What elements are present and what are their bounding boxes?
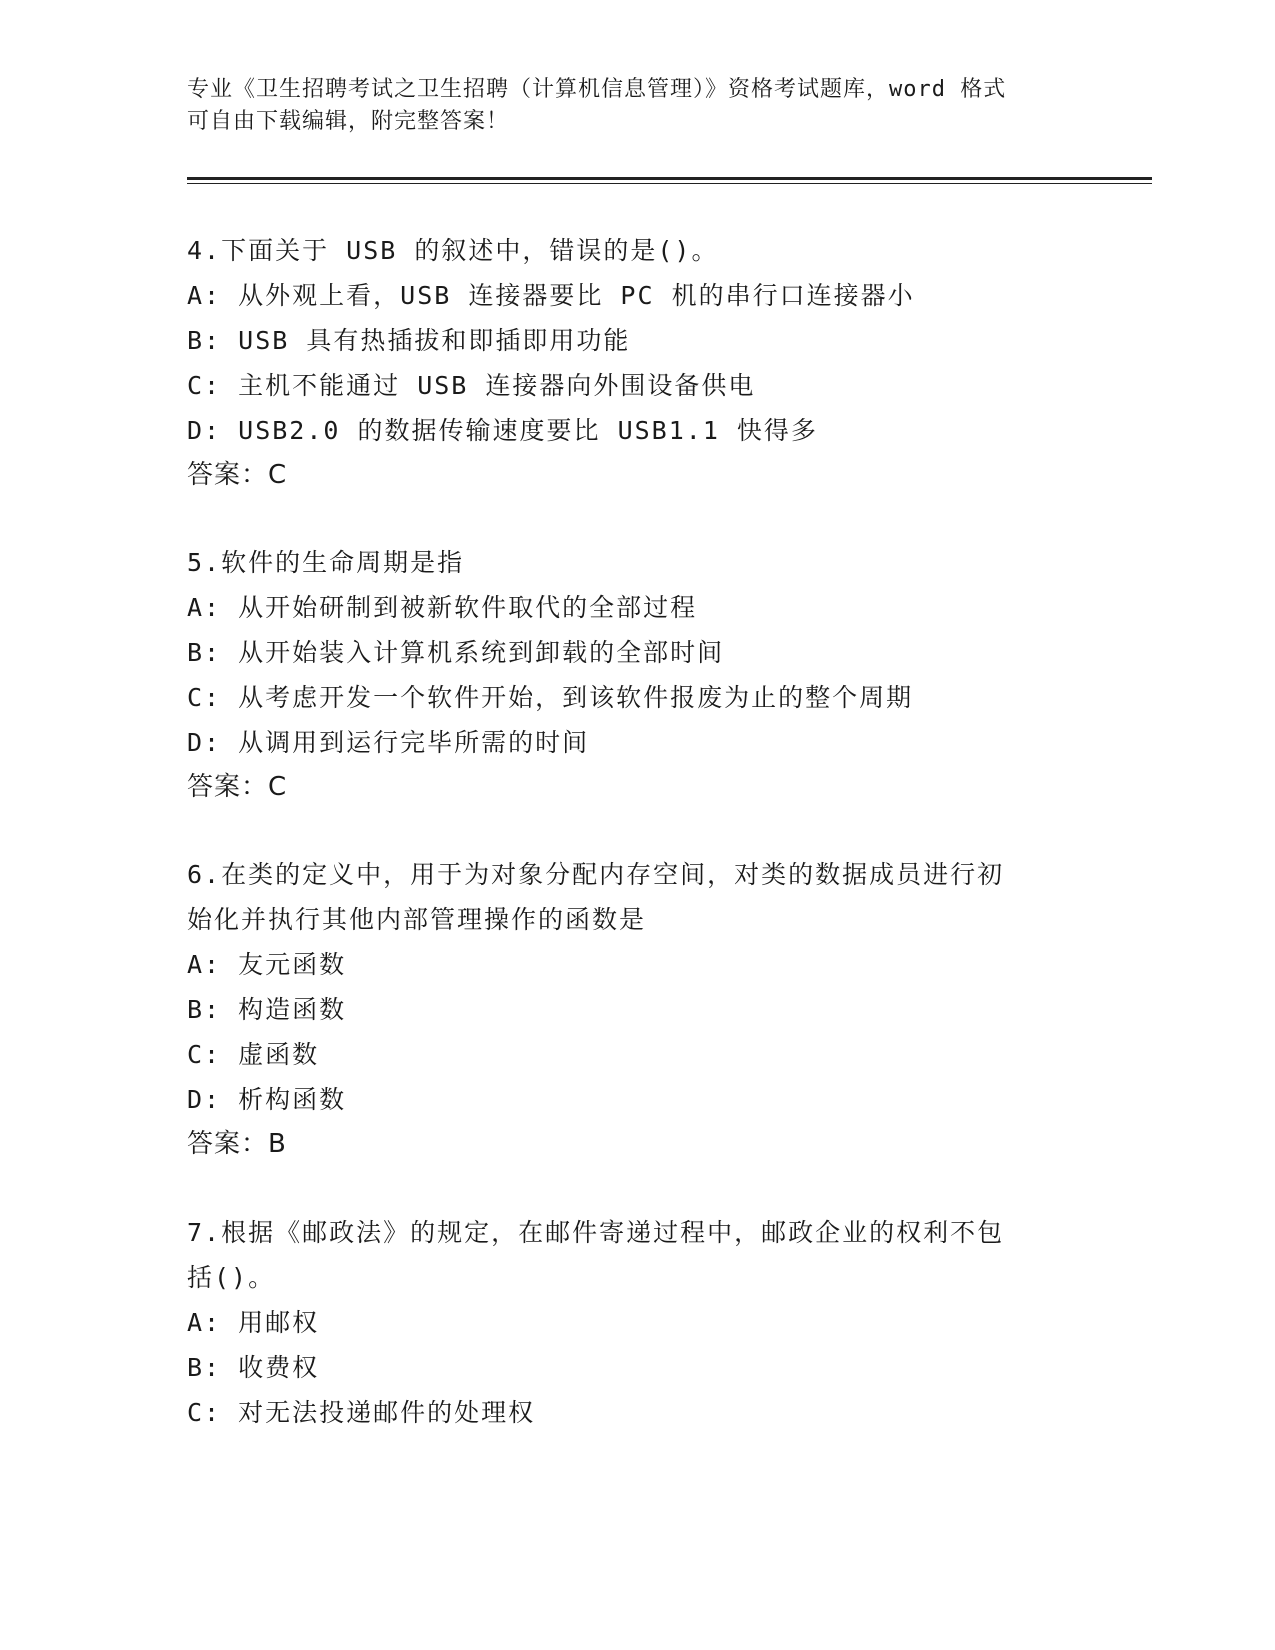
option-d: D: USB2.0 的数据传输速度要比 USB1.1 快得多 [187,416,818,445]
question-stem: 5.软件的生命周期是指 [187,548,465,577]
question-block [187,852,1067,1167]
option-c: C: 主机不能通过 USB 连接器向外围设备供电 [187,371,756,400]
option-b: B: 从开始装入计算机系统到卸载的全部时间 [187,638,725,667]
option-c: C: 虚函数 [187,1040,320,1069]
option-b: B: 收费权 [187,1353,320,1382]
document-header [187,74,1067,138]
question-stem-line-1: 7.根据《邮政法》的规定，在邮件寄递过程中，邮政企业的权利不包 [187,1218,1005,1247]
question-stem: 4.下面关于 USB 的叙述中，错误的是()。 [187,236,719,265]
option-c: C: 对无法投递邮件的处理权 [187,1398,536,1427]
header-title-line-1: 专业《卫生招聘考试之卫生招聘（计算机信息管理）》资格考试题库，word 格式 [187,77,1007,102]
option-a: A: 用邮权 [187,1308,320,1337]
header-divider-thick [187,177,1152,180]
option-a: A: 从外观上看，USB 连接器要比 PC 机的串行口连接器小 [187,281,915,310]
option-c: C: 从考虑开发一个软件开始，到该软件报废为止的整个周期 [187,683,914,712]
question-stem-line-2: 括()。 [187,1263,276,1292]
option-a: A: 友元函数 [187,950,347,979]
header-title-line-2: 可自由下载编辑，附完整答案！ [187,109,510,134]
question-stem-line-1: 6.在类的定义中，用于为对象分配内存空间，对类的数据成员进行初 [187,860,1005,889]
option-a: A: 从开始研制到被新软件取代的全部过程 [187,593,698,622]
answer-line: 答案：B [187,1129,287,1159]
answer-line: 答案：C [187,772,288,802]
question-block [187,1210,1067,1435]
answer-line: 答案：C [187,460,288,490]
option-b: B: 构造函数 [187,995,347,1024]
option-d: D: 析构函数 [187,1085,347,1114]
option-d: D: 从调用到运行完毕所需的时间 [187,728,590,757]
header-divider-thin [187,183,1152,184]
question-block [187,228,1067,498]
question-block [187,540,1067,810]
question-stem-line-2: 始化并执行其他内部管理操作的函数是 [187,905,647,934]
option-b: B: USB 具有热插拔和即插即用功能 [187,326,631,355]
